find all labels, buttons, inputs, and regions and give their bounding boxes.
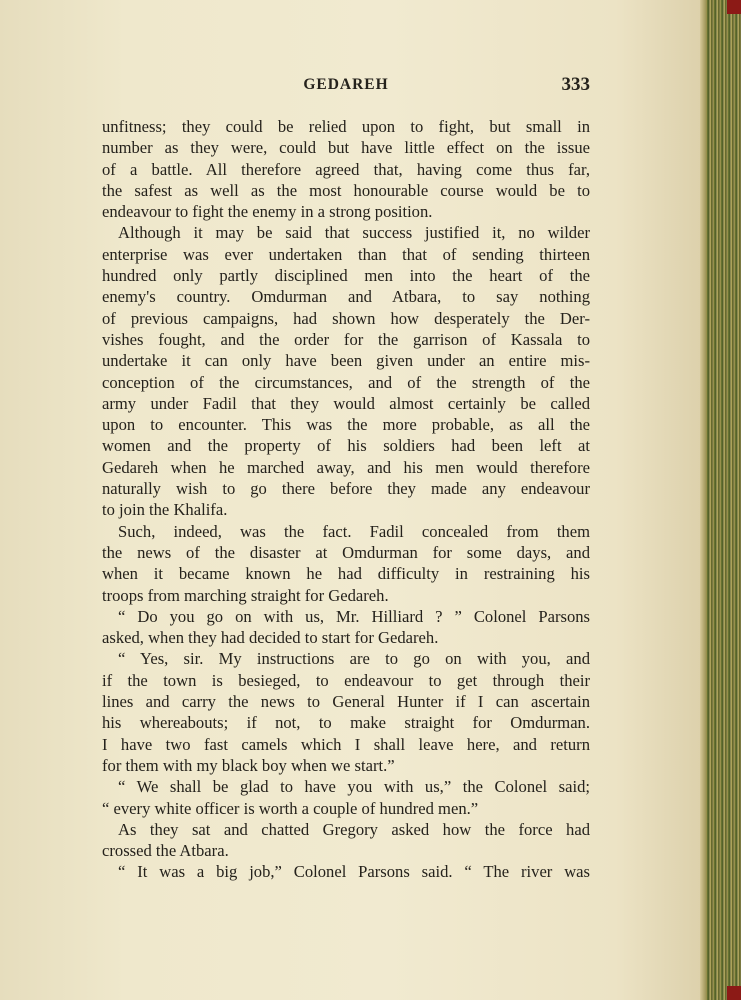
text-line: when it became known he had difficulty in restraining his <box>102 564 590 584</box>
text-line: Although it may be said that success justified it, no wilder <box>118 223 590 243</box>
text-line: “ every white officer is worth a couple of hundred men.” <box>102 798 479 818</box>
text-line: asked, when they had decided to start for Gedareh. <box>102 628 439 648</box>
text-line: enemy's country. Omdurman and Atbara, to say nothing <box>102 287 590 307</box>
page-edge-red-tip-top <box>727 0 741 14</box>
page-edge-red-tip-bottom <box>727 986 741 1000</box>
text-line: women and the property of his soldiers had been left at <box>102 436 590 456</box>
text-line: troops from marching straight for Gedareh. <box>102 585 389 605</box>
text-line: I have two fast camels which I shall leave here, and return <box>102 734 590 754</box>
text-line: enterprise was ever undertaken than that of sending thirteen <box>102 244 590 264</box>
text-line: crossed the Atbara. <box>102 841 229 861</box>
text-line: his whereabouts; if not, to make straight for Omdurman. <box>102 713 590 733</box>
text-line: naturally wish to go there before they made any endeavour <box>102 479 590 499</box>
page-edge <box>700 0 741 1000</box>
text-line: of previous campaigns, had shown how desperately the Der- <box>102 308 590 328</box>
page-header <box>102 76 590 98</box>
text-line: As they sat and chatted Gregory asked how the force had <box>118 819 590 839</box>
text-line: vishes fought, and the order for the garrison of Kassala to <box>102 329 590 349</box>
text-line: conception of the circumstances, and of the strength of the <box>102 372 590 392</box>
text-line: to join the Khalifa. <box>102 500 228 520</box>
text-line: army under Fadil that they would almost certainly be called <box>102 393 590 413</box>
text-line: unfitness; they could be relied upon to fight, but small in <box>102 117 590 136</box>
text-line: Such, indeed, was the fact. Fadil concealed from them <box>118 521 590 541</box>
text-line: “ Do you go on with us, Mr. Hilliard ? ” Colonel Parsons <box>118 606 590 626</box>
text-line: of a battle. All therefore agreed that, having come thus far, <box>102 159 590 179</box>
text-line: upon to encounter. This was the more probable, as all the <box>102 415 590 435</box>
text-line: endeavour to fight the enemy in a strong position. <box>102 202 433 222</box>
text-line: number as they were, could but have little effect on the issue <box>102 138 590 158</box>
text-line: hundred only partly disciplined men into the heart of the <box>102 266 590 286</box>
page-number: 333 <box>561 74 590 95</box>
text-line: lines and carry the news to General Hunter if I can ascertain <box>102 692 590 712</box>
running-head: GEDAREH <box>303 76 389 93</box>
text-line: “ It was a big job,” Colonel Parsons said. “ The river was <box>118 862 590 882</box>
text-line: “ Yes, sir. My instructions are to go on with you, and <box>118 649 590 669</box>
text-line: for them with my black boy when we start.” <box>102 755 395 775</box>
text-line: the news of the disaster at Omdurman for some days, and <box>102 542 590 562</box>
text-line: “ We shall be glad to have you with us,” the Colonel said; <box>118 777 590 797</box>
text-line: undertake it can only have been given under an entire mis- <box>102 351 590 371</box>
text-line: the safest as well as the most honourable course would be to <box>102 180 590 200</box>
body-text <box>102 116 590 883</box>
text-line: Gedareh when he marched away, and his men would therefore <box>102 457 590 477</box>
text-line: if the town is besieged, to endeavour to get through their <box>102 670 590 690</box>
